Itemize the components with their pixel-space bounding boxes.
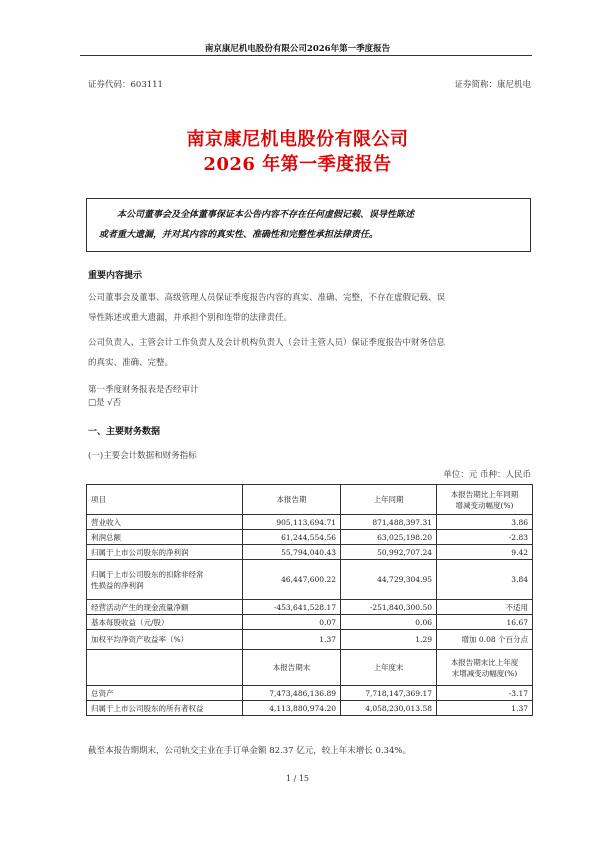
subheader-item-empty — [87, 650, 243, 686]
subheader-change-line-2: 末增减变动幅度(%) — [451, 668, 518, 678]
row-current: -453,641,528.17 — [243, 600, 341, 615]
row-change: 不适用 — [437, 600, 533, 615]
audit-answer: □是 √否 — [88, 398, 122, 408]
row-current: 61,244,554.56 — [243, 530, 341, 545]
row-current: 1.37 — [243, 630, 341, 650]
securities-code: 证券代码：603111 — [88, 80, 163, 90]
row-item: 经营活动产生的现金流量净额 — [87, 600, 243, 615]
row-change: 1.37 — [437, 701, 533, 716]
subsection-heading: (一)主要会计数据和财务指标 — [88, 451, 197, 461]
row-change: 3.84 — [437, 560, 533, 600]
row-item-line-1: 归属于上市公司股东的扣除非经常 — [91, 569, 204, 579]
securities-abbreviation: 证券简称：康尼机电 — [454, 80, 531, 90]
table-row — [87, 515, 533, 530]
subheader-prior: 上年度末 — [341, 650, 437, 686]
audit-question: 第一季度财务报表是否经审计 — [88, 385, 199, 395]
row-item: 总资产 — [87, 686, 243, 701]
board-guarantee-notice — [86, 198, 531, 252]
unit-currency-line: 单位：元 币种：人民币 — [443, 470, 531, 480]
row-item — [87, 560, 243, 600]
row-prior: -251,840,300.50 — [341, 600, 437, 615]
row-prior: 1.29 — [341, 630, 437, 650]
row-current: 7,473,486,136.89 — [243, 686, 341, 701]
subheader-current: 本报告期末 — [243, 650, 341, 686]
table-row — [87, 600, 533, 615]
audit-block — [88, 384, 199, 410]
row-current: 0.07 — [243, 615, 341, 630]
row-item: 归属于上市公司股东的所有者权益 — [87, 701, 243, 716]
row-prior: 0.06 — [341, 615, 437, 630]
row-prior: 7,718,147,369.17 — [341, 686, 437, 701]
table-row — [87, 686, 533, 701]
order-backlog-note: 截至本报告期期末，公司轨交主业在手订单金额 82.37 亿元，较上年末增长 0.34%。 — [88, 746, 411, 756]
row-item: 利润总额 — [87, 530, 243, 545]
financial-indicators-table — [86, 484, 533, 716]
row-current: 55,794,040.43 — [243, 545, 341, 560]
paragraph-1-line-1: 公司董事会及董事、高级管理人员保证季度报告内容的真实、准确、完整，不存在虚假记载、误 — [88, 293, 446, 303]
table-header-row — [87, 485, 533, 515]
table-row — [87, 545, 533, 560]
row-prior: 4,058,230,013.58 — [341, 701, 437, 716]
header-prior: 上年同期 — [341, 485, 437, 515]
row-change: -3.17 — [437, 686, 533, 701]
row-current: 4,113,880,974.20 — [243, 701, 341, 716]
row-prior: 871,488,397.31 — [341, 515, 437, 530]
row-prior: 63,025,198.20 — [341, 530, 437, 545]
paragraph-2-line-2: 的真实、准确、完整。 — [88, 358, 174, 368]
section-heading-financial-data: 一、主要财务数据 — [88, 427, 161, 437]
company-title: 南京康尼机电股份有限公司 — [186, 129, 409, 150]
row-item: 归属于上市公司股东的净利润 — [87, 545, 243, 560]
row-current: 46,447,600.22 — [243, 560, 341, 600]
row-change: 16.67 — [437, 615, 533, 630]
header-current: 本报告期 — [243, 485, 341, 515]
highlights-paragraph-2 — [88, 333, 533, 373]
page-number: 1 / 15 — [285, 774, 310, 783]
paragraph-1-line-2: 导性陈述或重大遗漏，并承担个别和连带的法律责任。 — [88, 313, 293, 323]
row-current: 905,113,694.71 — [243, 515, 341, 530]
subheader-change — [437, 650, 533, 686]
subheader-change-line-1: 本报告期末比上年度 — [450, 657, 519, 667]
header-change-line-2: 增减变动幅度(%) — [455, 500, 514, 510]
header-item: 项目 — [87, 485, 243, 515]
paragraph-2-line-1: 公司负责人、主管会计工作负责人及会计机构负责人（会计主管人员）保证季度报告中财务信息 — [88, 338, 446, 348]
row-prior: 50,992,707.24 — [341, 545, 437, 560]
table-subheader-row — [87, 650, 533, 686]
table-row — [87, 701, 533, 716]
row-item: 加权平均净资产收益率（%） — [87, 630, 243, 650]
table-row — [87, 530, 533, 545]
report-title: 2026 年第一季度报告 — [203, 154, 392, 175]
header-change — [437, 485, 533, 515]
highlights-paragraph-1 — [88, 288, 533, 328]
notice-line-2: 或者重大遗漏，并对其内容的真实性、准确性和完整性承担法律责任。 — [99, 230, 379, 240]
row-change: 3.86 — [437, 515, 533, 530]
header-change-line-1: 本报告期比上年同期 — [450, 489, 519, 499]
row-prior: 44,729,304.95 — [341, 560, 437, 600]
table-row — [87, 630, 533, 650]
row-change: 9.42 — [437, 545, 533, 560]
notice-line-1: 本公司董事会及全体董事保证本公告内容不存在任何虚假记载、误导性陈述 — [117, 210, 415, 220]
securities-info-row — [88, 78, 531, 90]
table-row — [87, 560, 533, 600]
header-rule — [80, 55, 532, 56]
row-change: 增加 0.08 个百分点 — [437, 630, 533, 650]
running-header: 南京康尼机电股份有限公司2026年第一季度报告 — [204, 44, 391, 54]
highlights-heading: 重要内容提示 — [88, 271, 143, 281]
row-item-line-2: 性损益的净利润 — [91, 580, 144, 590]
row-item: 营业收入 — [87, 515, 243, 530]
table-row — [87, 615, 533, 630]
row-change: -2.83 — [437, 530, 533, 545]
row-item: 基本每股收益（元/股） — [87, 615, 243, 630]
